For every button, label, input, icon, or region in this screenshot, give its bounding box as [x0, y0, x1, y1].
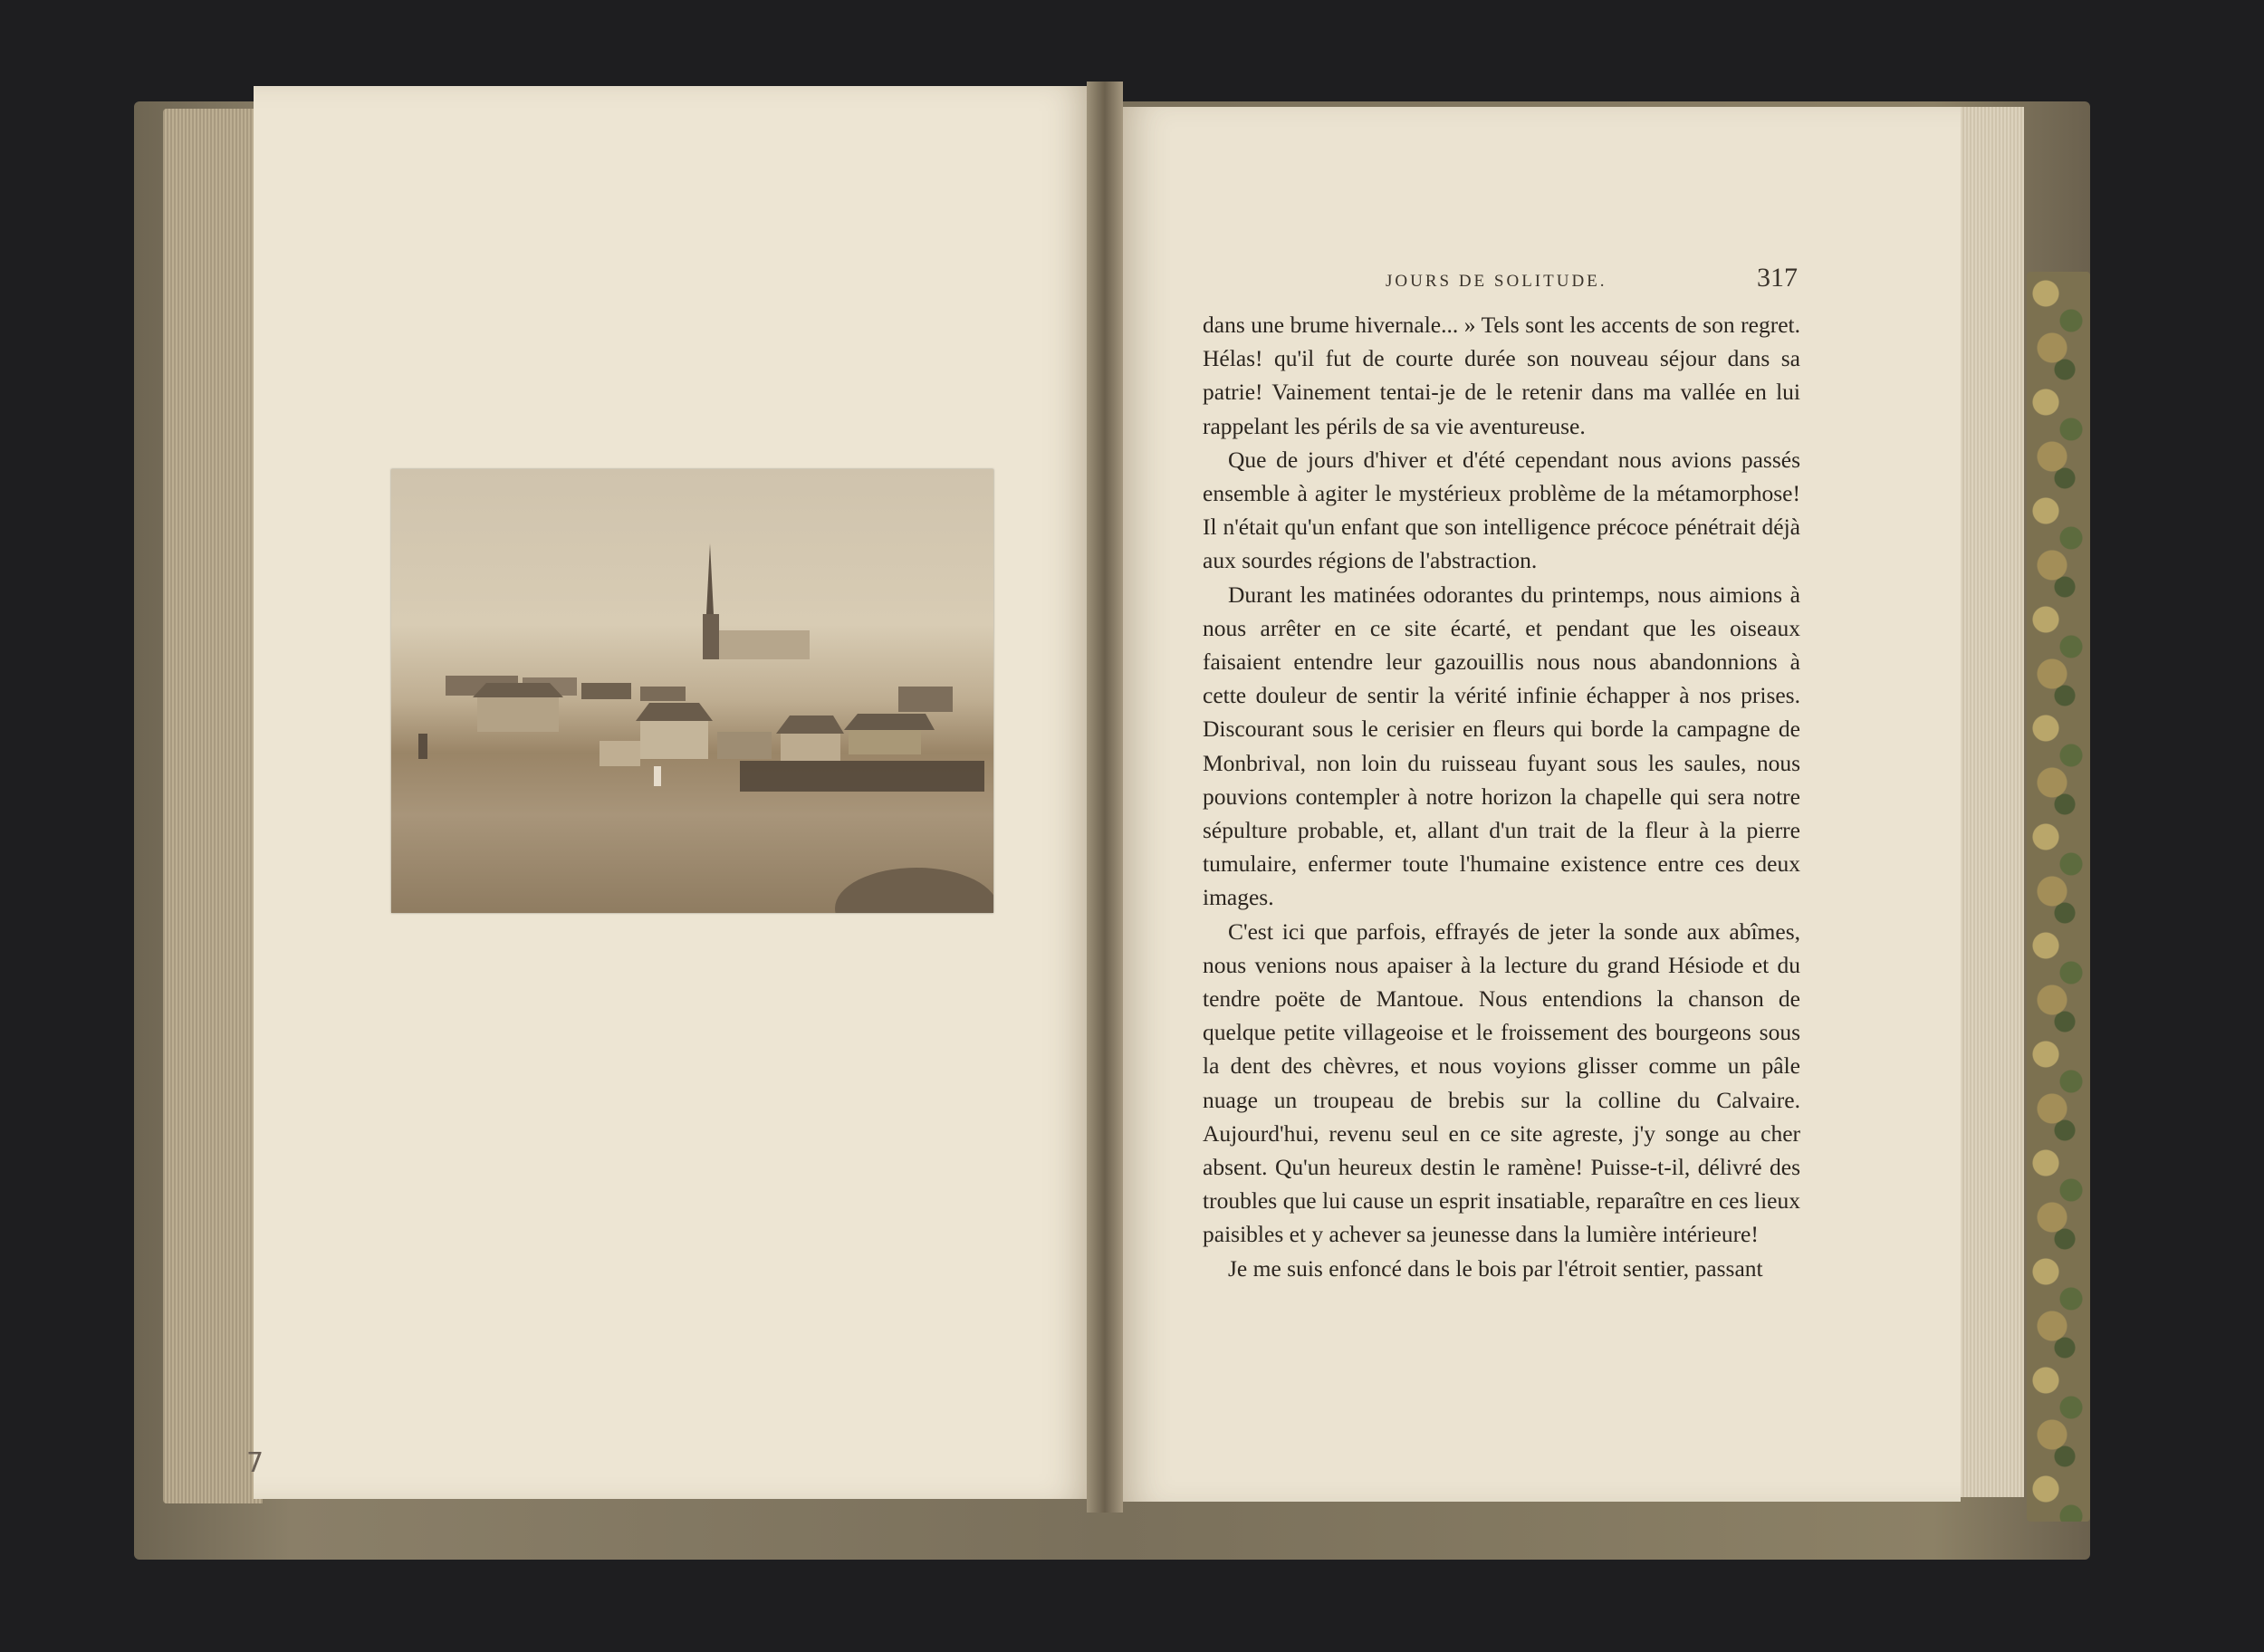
- paragraph-3: Durant les matinées odorantes du printemps, nous aimions à nous arrêter en ce site écarté, et pendant que les oiseaux faisaient entendre leur gazouillis nous nous abandonnions à cette douleur de sentir la vérité infinie échapper à nos prises. Discourant sous le cerisier en fleurs qui borde la campagne de Monbrival, non loin du ruisseau fuyant sous les saules, nous pouvions contempler à notre horizon la chapelle qui sera notre sépulture probable, et, allant d'un trait de la fleur à la pierre tumulaire, enfermer toute l'humaine existence entre ces deux images.: [1203, 581, 1800, 911]
- village-photograph: [391, 469, 993, 913]
- page-block-left: [163, 109, 263, 1503]
- body-text: [1203, 308, 1800, 1285]
- page-number: 317: [1757, 263, 1798, 293]
- paragraph-4: C'est ici que parfois, effrayés de jeter la sonde aux abîmes, nous venions nous apaiser à la lecture du grand Hésiode et du tendre poëte de Mantoue. Nous entendions la chanson de quelque petite villageoise et le froissement des bourgeons sous la dent des chèvres, et nous voyions glisser comme un pâle nuage un troupeau de brebis sur la colline du Calvaire. Aujourd'hui, revenu seul en ce site agreste, j'y songe au cher absent. Qu'un heureux destin le ramène! Puisse-t-il, délivré des troubles que lui cause un esprit insatiable, reparaître en ces lieux paisibles et y achever sa jeunesse dans la lumière intérieure!: [1203, 917, 1800, 1248]
- book-gutter: [1087, 82, 1123, 1513]
- pencil-mark: 7: [246, 1447, 264, 1479]
- paragraph-5: Je me suis enfoncé dans le bois par l'étroit sentier, passant: [1228, 1254, 1763, 1282]
- village-photograph-icon: [391, 469, 993, 913]
- marbled-cover-edge: [2027, 272, 2090, 1522]
- paragraph-1: dans une brume hivernale... » Tels sont les accents de son regret. Hélas! qu'il fut de courte durée son nouveau séjour dans sa patrie! Vainement tentai-je de le retenir dans ma vallée en lui rappelant les périls de sa vie aventureuse.: [1203, 312, 1800, 439]
- paragraph-2: Que de jours d'hiver et d'été cependant nous avions passés ensemble à agiter le mystérieux problème de la métamorphose! Il n'était qu'un enfant que son intelligence précoce pénétrait déjà aux sourdes régions de l'abstraction.: [1203, 446, 1800, 574]
- page-block-right: [1961, 107, 2024, 1497]
- running-head: JOURS DE SOLITUDE.: [1386, 272, 1607, 291]
